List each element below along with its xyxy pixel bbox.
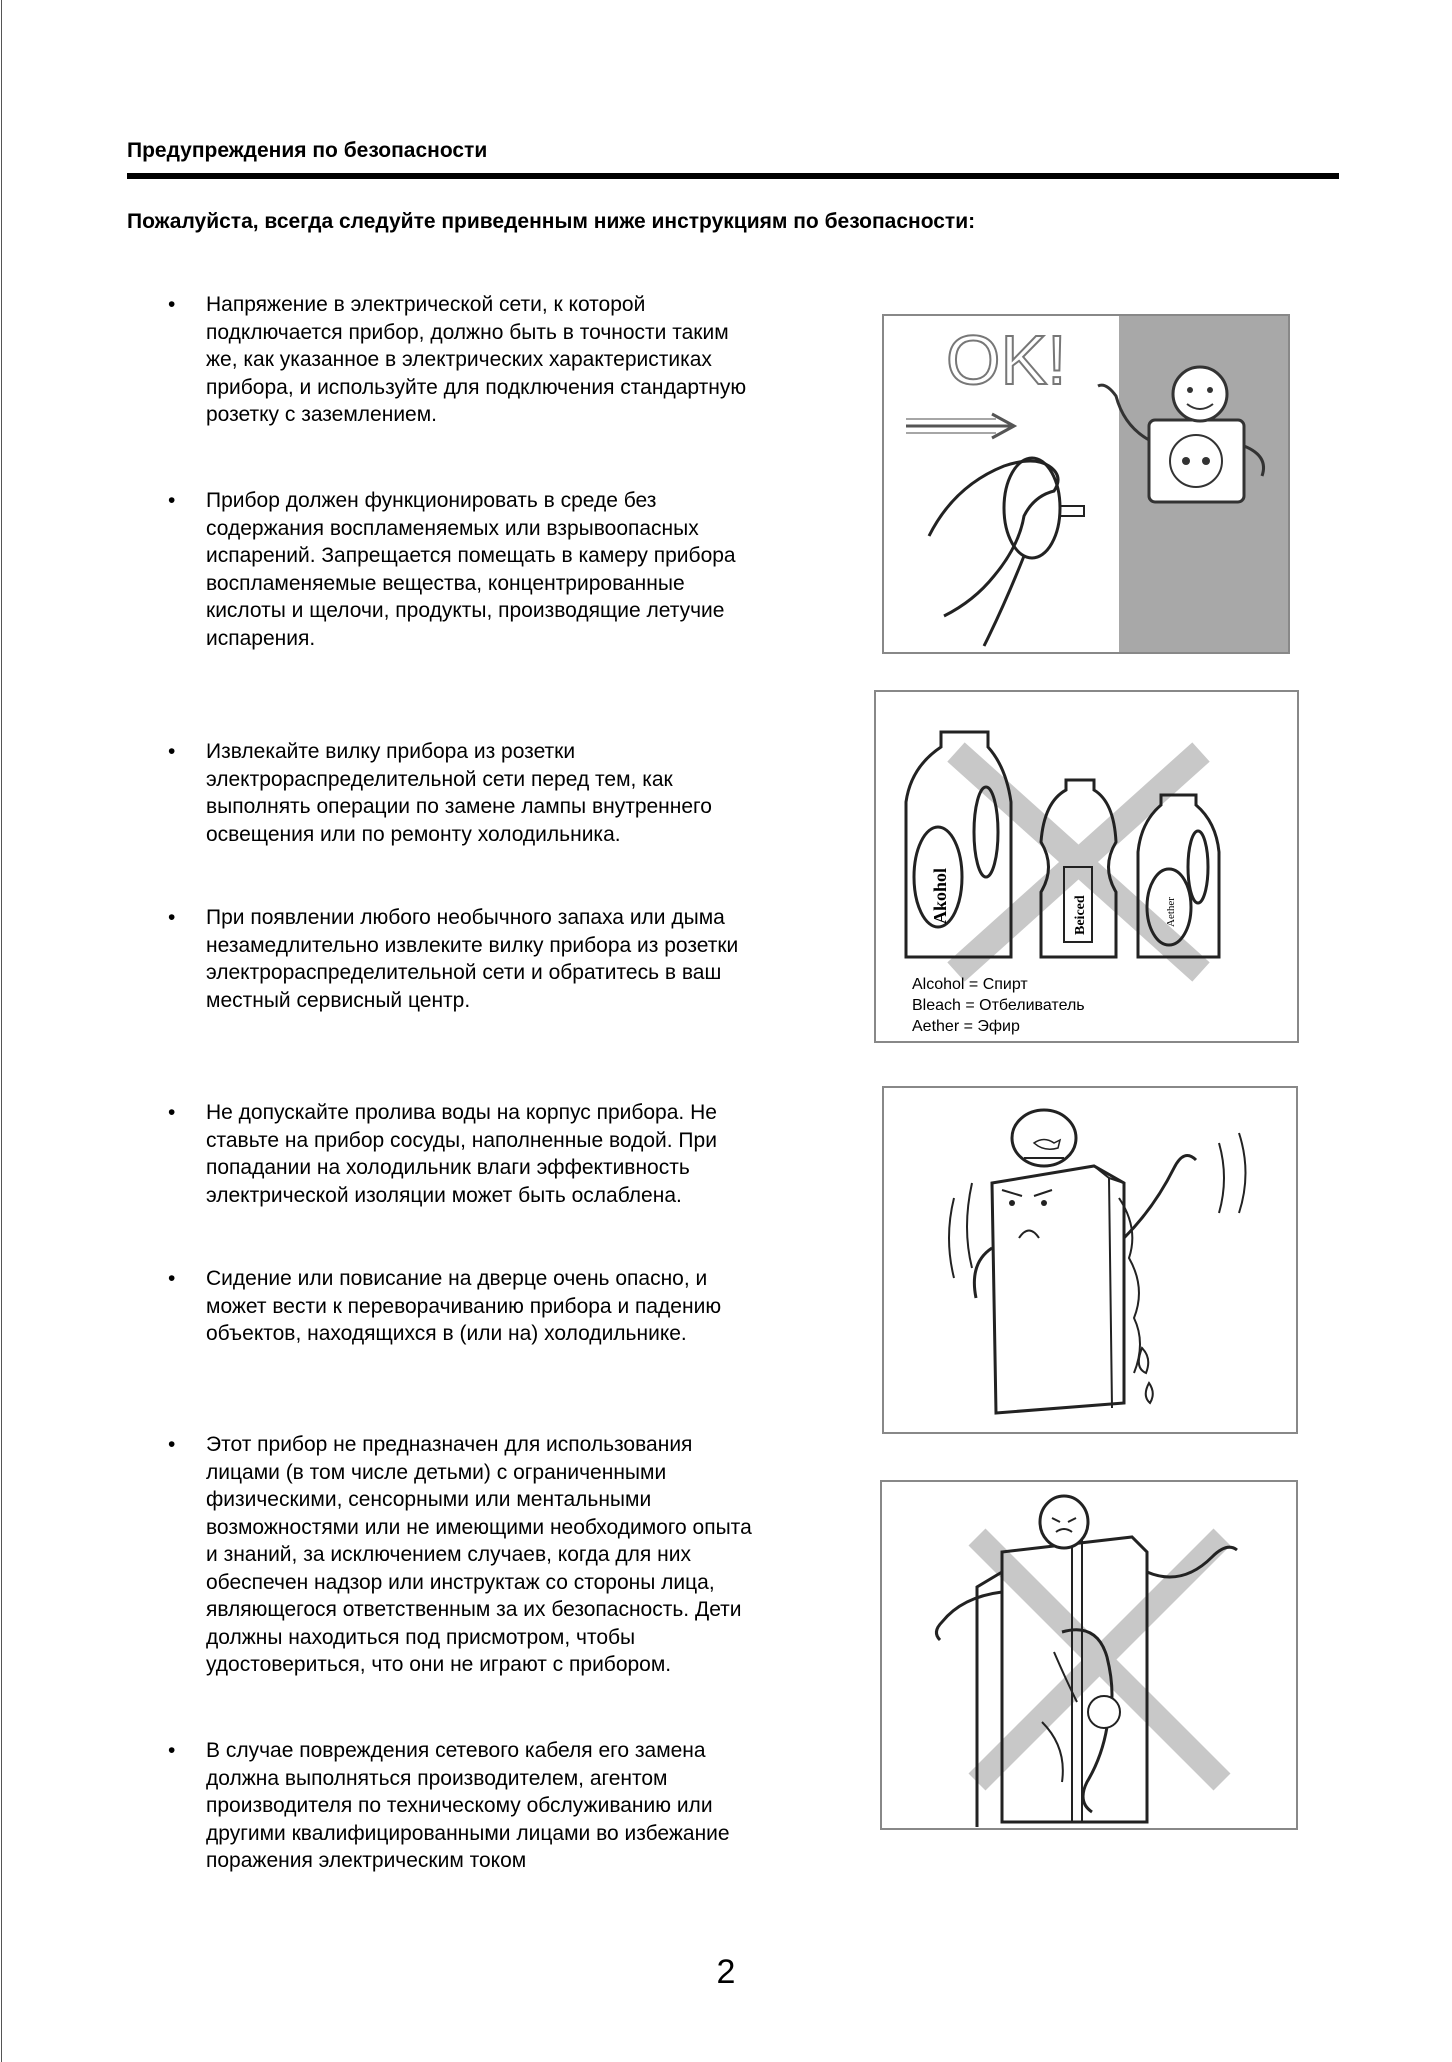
page-title: Предупреждения по безопасности bbox=[127, 139, 488, 162]
page-border bbox=[1, 0, 2, 2062]
list-item-text: Извлекайте вилку прибора из розетки электрораспределительной сети перед тем, как выполнять операции по замене лампы внутреннего освещения или по ремонту холодильника. bbox=[206, 740, 712, 846]
list-item-text: Сидение или повисание на дверце очень опасно, и может вести к переворачиванию прибора и падению объектов, находящихся в (или на) холодильнике. bbox=[206, 1267, 722, 1345]
intro-text: Пожалуйста, всегда следуйте приведенным ниже инструкциям по безопасности: bbox=[127, 210, 976, 233]
caption-alcohol: Alcohol = Спирт bbox=[912, 976, 1028, 993]
caption-aether: Aether = Эфир bbox=[912, 1018, 1020, 1035]
smiley-face-icon bbox=[1173, 367, 1227, 421]
angry-face-icon bbox=[1040, 1496, 1088, 1548]
list-item-text: В случае повреждения сетевого кабеля его замена должна выполняться производителем, агентом производителя по техническому обслуживанию или другими квалифицированными лицами во избежание поражения электрическим током bbox=[206, 1739, 730, 1872]
bullet-marker: • bbox=[168, 1739, 176, 1762]
list-item-text: Напряжение в электрической сети, к которой подключается прибор, должно быть в точности таким же, как указанное в электрических характеристиках прибора, и используйте для подключения стандартную розетку с заземлением. bbox=[206, 293, 747, 426]
bottle-label-aether: Aether bbox=[1165, 897, 1177, 927]
bottle-label-bleach: Beiced bbox=[1073, 895, 1088, 935]
bullet-marker: • bbox=[168, 489, 176, 512]
caption-bleach: Bleach = Отбеливатель bbox=[912, 997, 1085, 1014]
ok-socket-illustration bbox=[882, 314, 1290, 654]
list-item-text: Этот прибор не предназначен для использования лицами (в том числе детьми) с ограниченными физическими, сенсорными или ментальными возможностями или не имеющими необходимого опыта и знаний, за исключением случаев, когда для них обеспечен надзор или инструктаж со стороны лица, являющегося ответственным за их безопасность. Дети должны находиться под присмотром, чтобы удостовериться, что они не играют с прибором. bbox=[206, 1433, 752, 1676]
bullet-marker: • bbox=[168, 1433, 176, 1456]
list-item-text: При появлении любого необычного запаха или дыма незамедлительно извлеките вилку прибора из розетки электрораспределительной сети и обратитесь в ваш местный сервисный центр. bbox=[206, 906, 739, 1012]
ok-label: OK! bbox=[946, 321, 1067, 399]
hanging-on-door-illustration bbox=[880, 1480, 1298, 1830]
bottle-label-alcohol: Akohol bbox=[930, 867, 950, 924]
cross-out-icon bbox=[956, 752, 1201, 972]
chemicals-illustration bbox=[874, 690, 1299, 1043]
socket-icon bbox=[1149, 420, 1244, 502]
bullet-marker: • bbox=[168, 906, 176, 929]
bullet-marker: • bbox=[168, 1267, 176, 1290]
page-number: 2 bbox=[716, 1953, 736, 1991]
plug-icon bbox=[1004, 458, 1060, 558]
bullet-marker: • bbox=[168, 293, 176, 316]
bullet-marker: • bbox=[168, 1101, 176, 1124]
bullet-marker: • bbox=[168, 740, 176, 763]
spill-water-illustration bbox=[882, 1086, 1298, 1434]
header-divider bbox=[127, 173, 1339, 179]
list-item-text: Не допускайте пролива воды на корпус прибора. Не ставьте на прибор сосуды, наполненные водой. При попадании на холодильник влаги эффективность электрической изоляции может быть ослаблена. bbox=[206, 1101, 717, 1207]
hand-icon bbox=[929, 461, 1058, 616]
list-item-text: Прибор должен функционировать в среде без содержания воспламеняемых или взрывоопасных испарений. Запрещается помещать в камеру прибора воспламеняемые вещества, концентрированные кислоты и щелочи, продукты, производящие летучие испарения. bbox=[206, 489, 736, 650]
